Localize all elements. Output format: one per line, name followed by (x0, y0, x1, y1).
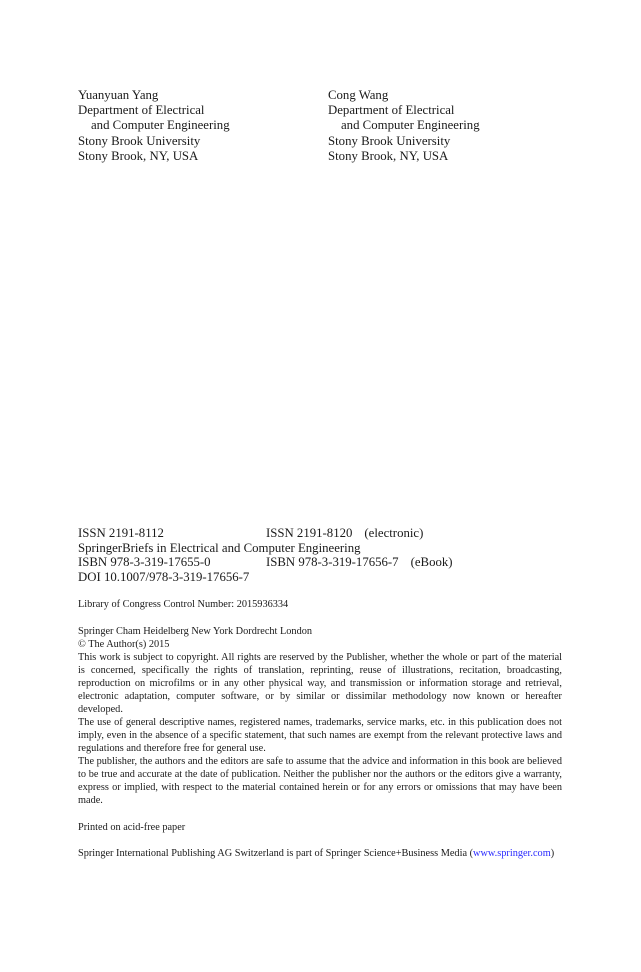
publication-identifiers (78, 526, 453, 584)
author-block-wang (328, 88, 480, 164)
issn-electronic-group (266, 526, 423, 541)
author-block-yang (78, 88, 230, 164)
author-department-continued: and Computer Engineering (91, 118, 230, 133)
isbn-ebook-label: (eBook) (410, 555, 453, 570)
author-name: Cong Wang (328, 88, 389, 102)
names-use-paragraph: The use of general descriptive names, registered names, trademarks, service marks, etc. in this publication does not imply, even in the absence of a specific statement, that such names are exempt from the relevant protective laws and regulations and therefore free for general use. (78, 717, 562, 754)
issn-electronic-label: (electronic) (364, 526, 424, 540)
publisher-cities: Springer Cham Heidelberg New York Dordrecht London (78, 626, 313, 637)
isbn-ebook-group (266, 555, 453, 570)
author-name: Yuanyuan Yang (78, 88, 159, 102)
doi-row (78, 570, 361, 585)
springer-affiliation-note (78, 847, 562, 860)
author-department-continued: and Computer Engineering (341, 118, 480, 133)
isbn-ebook: ISBN 978-3-319-17656-7 (266, 555, 399, 570)
library-of-congress-number (78, 598, 562, 611)
author-location: Stony Brook, NY, USA (328, 148, 449, 163)
author-university: Stony Brook University (78, 133, 201, 148)
author-department: Department of Electrical (78, 103, 205, 118)
loc-control-number: Library of Congress Control Number: 2015936334 (78, 599, 289, 610)
springer-affiliation-text (78, 847, 562, 860)
copyright-line: © The Author(s) 2015 (78, 639, 170, 650)
isbn-print: ISBN 978-3-319-17655-0 (78, 555, 211, 570)
springer-note-text: Springer International Publishing AG Switzerland is part of Springer Science+Business Media ( (78, 848, 474, 859)
series-row (78, 541, 361, 556)
series-title: SpringerBriefs in Electrical and Computer Engineering (78, 540, 361, 555)
author-location: Stony Brook, NY, USA (78, 148, 199, 163)
disclaimer-paragraph: The publisher, the authors and the editors are safe to assume that the advice and information in this book are believed to be true and accurate at the date of publication. Neither the publisher nor the authors or the editors give a warranty, express or implied, with respect to the material contained herein or for any errors or omissions that may have been made. (78, 756, 562, 806)
springer-note-close: ) (550, 848, 555, 859)
printed-note (78, 821, 562, 834)
isbn-row (78, 555, 453, 570)
issn-row (78, 526, 424, 541)
copyright-block (78, 625, 562, 807)
issn-print: ISSN 2191-8112 (78, 526, 164, 540)
rights-paragraph: This work is subject to copyright. All rights are reserved by the Publisher, whether the whole or part of the material is concerned, specifically the rights of translation, reprinting, reuse of illustrations, recitation, broadcasting, reproduction on microfilms or in any other physical way, and transmission or information storage and retrieval, electronic adaptation, computer software, or by similar or dissimilar methodology now known or hereafter developed. (78, 652, 562, 715)
issn-electronic: ISSN 2191-8120 (266, 526, 353, 540)
doi: DOI 10.1007/978-3-319-17656-7 (78, 569, 250, 584)
springer-website-link[interactable]: www.springer.com (473, 848, 551, 859)
author-department: Department of Electrical (328, 103, 455, 118)
printed-on-paper: Printed on acid-free paper (78, 822, 186, 833)
author-university: Stony Brook University (328, 133, 451, 148)
